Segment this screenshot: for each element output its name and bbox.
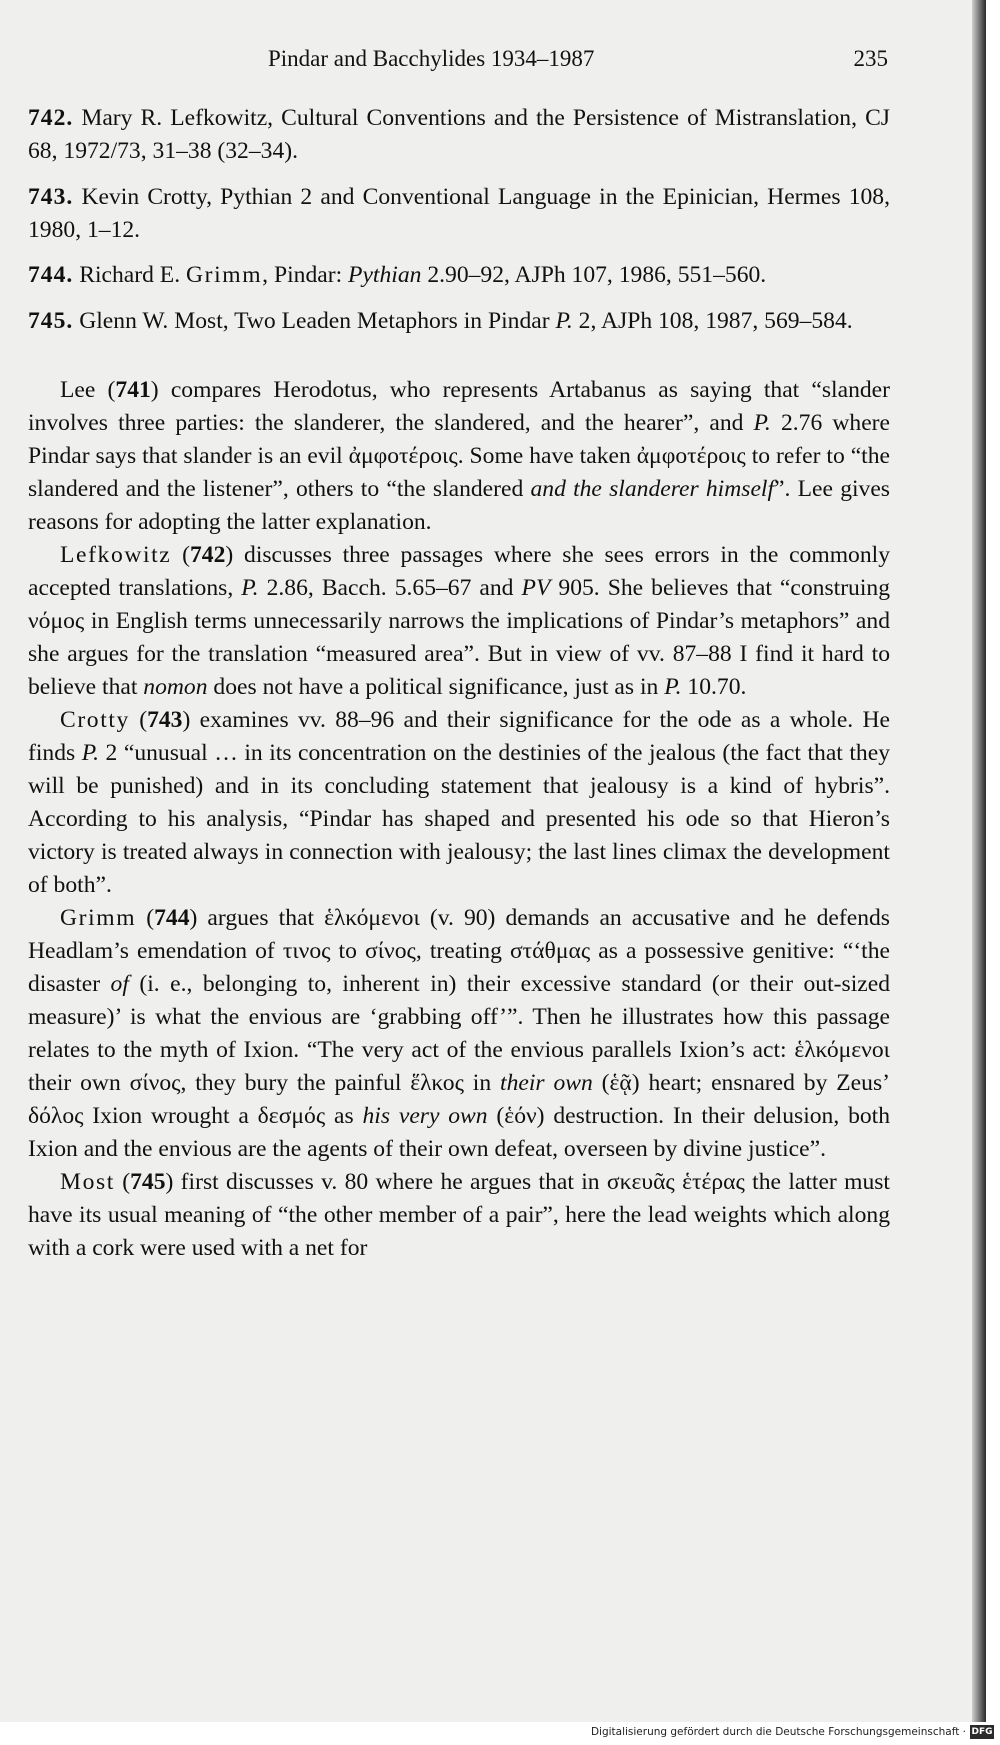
entry-text: Kevin Crotty, Pythian 2 and Conventional Language in the Epinician, Hermes 108, 1980, 1–12. [28,183,890,243]
paragraph-text: (i. e., belonging to, inherent in) their excessive standard (or their out-sized measure)’ is what the envious are ‘grabbing off’”. Then he illustrates how this passage relates to the myth of Ixion. “The very act of the envious parallels Ixion’s act: ἑλκόμενοι their own σίνος, they bury the painful ἕλκος in [28,971,890,1096]
author-name: Most [60,1169,115,1195]
paragraph-text: compares Herodotus, who represents Artabanus as saying that “slander involves three parties: the slanderer, the slandered, and the hearer”, and [28,377,890,436]
italic-text: of [110,971,129,997]
cross-reference: 744 [154,905,190,931]
italic-text: nomon [143,674,208,700]
page-number: 235 [853,46,888,71]
author-name: Lefkowitz [60,542,172,568]
running-head: Pindar and Bacchylides 1934–1987 [268,46,595,71]
italic-text: his very own [362,1103,488,1129]
entry-number: 742. [28,105,74,131]
paragraph-text: does not have a political significance, just as in [207,674,665,700]
page-header [28,46,888,80]
paragraph-text: argues that ἑλκόμενοι (v. 90) demands an accusative and he defends Headlam’s emendation of τινος to σίνος, treating στάθμας as a possessive genitive: “‘the disaster [28,905,890,997]
entry-text: Glenn W. Most, Two Leaden Metaphors in Pindar [79,307,556,334]
italic-text: their own [500,1070,593,1096]
bibliography-entry-742 [28,102,890,168]
entry-number: 743. [28,183,74,210]
entry-author: Grimm [186,262,263,288]
entry-number: 745. [28,307,74,334]
paragraph-text: 10.70. [681,674,747,700]
paragraph-text: 2.86, Bacch. 5.65–67 and [258,575,522,601]
paragraph-text: 2 “unusual … in its concentration on the destinies of the jealous (the fact that they will be punished) and in its concluding statement that jealousy is a kind of hybris”. According to his analysis, “Pindar has shaped and presented his ode so that Hieron’s victory is treated always in connection with jealousy; the last lines climax the development of both”. [28,740,890,898]
italic-text: PV [521,575,551,601]
paragraph-most: Most (745) first discusses v. 80 where he argues that in σκευᾶς ἑτέρας the latter must have its usual meaning of “the other member of a pair”, here the lead weights which along with a cork were used with a net for [28,1169,890,1261]
author-name: Crotty [60,707,130,733]
italic-text: P. [664,674,682,700]
dfg-logo-icon: DFG [971,1727,993,1737]
paragraph-lee: Lee (741) compares Herodotus, who represents Artabanus as saying that “slander involves three parties: the slanderer, the slandered, and the hearer”, and P. 2.76 where Pindar says that slander is an evil ἀμφοτέροις. Some have taken ἀμφοτέροις to refer to “the slandered and the listener”, others to “the slandered and the slanderer himself”. Lee gives reasons for adopting the latter explanation. [28,377,891,535]
paragraph-crotty: Crotty (743) examines vv. 88–96 and their significance for the ode as a whole. He finds P. 2 “unusual … in its concentration on the destinies of the jealous (the fact that they will be punished) and in its concluding statement that jealousy is a kind of hybris”. According to his analysis, “Pindar has shaped and presented his ode so that Hieron’s victory is treated always in connection with jealousy; the last lines climax the development of both”. [28,707,890,898]
paragraph-text: 2.76 where Pindar says that slander is an evil ἀμφοτέροις. Some have taken ἀμφοτέροις to refer to “the slandered and the listener”, others to “the slandered [28,410,891,502]
paragraph-text: ”. Lee gives reasons for adopting the latter explanation. [28,476,890,535]
paragraph-text: (ἑᾷ) heart; ensnared by Zeus’ δόλος Ixion wrought a δεσμός as [28,1070,890,1129]
bibliography-entry-745 [28,305,890,338]
cross-reference: 741 [115,377,151,403]
page-edge-shadow [972,0,986,1722]
paragraph-lefkowitz: Lefkowitz (742) discusses three passages where she sees errors in the commonly accepted translations, P. 2.86, Bacch. 5.65–67 and PV 905. She believes that “construing νόμος in English terms unnecessarily narrows the implications of Pindar’s metaphors” and she argues for the translation “measured area”. But in view of vv. 87–88 I find it hard to believe that nomon does not have a political significance, just as in P. 10.70. [28,542,890,700]
italic-text: P. [81,740,99,766]
bibliography-entry-743 [28,181,890,247]
paragraph-grimm: Grimm (744) argues that ἑλκόμενοι (v. 90) demands an accusative and he defends Headlam’s emendation of τινος to σίνος, treating στάθμας as a possessive genitive: “‘the disaster of (i. e., belonging to, inherent in) their excessive standard (or their out-sized measure)’ is what the envious are ‘grabbing off’”. Then he illustrates how this passage relates to the myth of Ixion. “The very act of the envious parallels Ixion’s act: ἑλκόμενοι their own σίνος, they bury the painful ἕλκος in their own (ἑᾷ) heart; ensnared by Zeus’ δόλος Ixion wrought a δεσμός as his very own (ἑόν) destruction. In their delusion, both Ixion and the envious are the agents of their own defeat, overseen by divine justice”. [28,905,891,1162]
digitization-credit: Digitalisierung gefördert durch die Deutsche Forschungsgemeinschaft · [590,1726,966,1738]
entry-text: 2, AJPh 108, 1987, 569–584. [572,307,853,334]
entry-text: Mary R. Lefkowitz, Cultural Conventions and the Persistence of Mistranslation, CJ 68, 1972/73, 31–38 (32–34). [28,105,890,164]
italic-text: and the slanderer himself [530,476,775,502]
italic-text: P. [753,410,771,436]
entry-text: , Pindar: [262,262,349,288]
entry-italic: Pythian [348,262,422,288]
italic-text: P. [241,575,259,601]
cross-reference: 742 [190,542,226,568]
page-content [28,102,890,1265]
paragraph-text: 905. She believes that “construing νόμος in English terms unnecessarily narrows the implications of Pindar’s metaphors” and she argues for the translation “measured area”. But in view of vv. 87–88 I find it hard to believe that [28,575,890,700]
paragraph-text: (ἑόν) destruction. In their delusion, both Ixion and the envious are the agents of their own defeat, overseen by divine justice”. [28,1103,891,1162]
cross-reference: 743 [147,707,183,733]
entry-text: Richard E. [79,262,181,288]
digitization-footer [0,1722,1000,1745]
section-gap [28,350,890,374]
entry-text: 2.90–92, AJPh 107, 1986, 551–560. [421,262,767,288]
author-name: Grimm [60,905,137,931]
cross-reference: 745 [130,1169,166,1195]
entry-italic: P. [555,307,573,334]
entry-number: 744. [28,262,74,288]
paragraph-text: discusses three passages where she sees errors in the commonly accepted translations, [28,542,890,601]
author-name: Lee [60,377,96,403]
bibliography-entry-744 [28,259,890,292]
paragraph-text: first discusses v. 80 where he argues that in σκευᾶς ἑτέρας the latter must have its usual meaning of “the other member of a pair”, here the lead weights which along with a cork were used with a net for [28,1169,890,1261]
paragraph-text: examines vv. 88–96 and their significance for the ode as a whole. He finds [28,707,890,766]
